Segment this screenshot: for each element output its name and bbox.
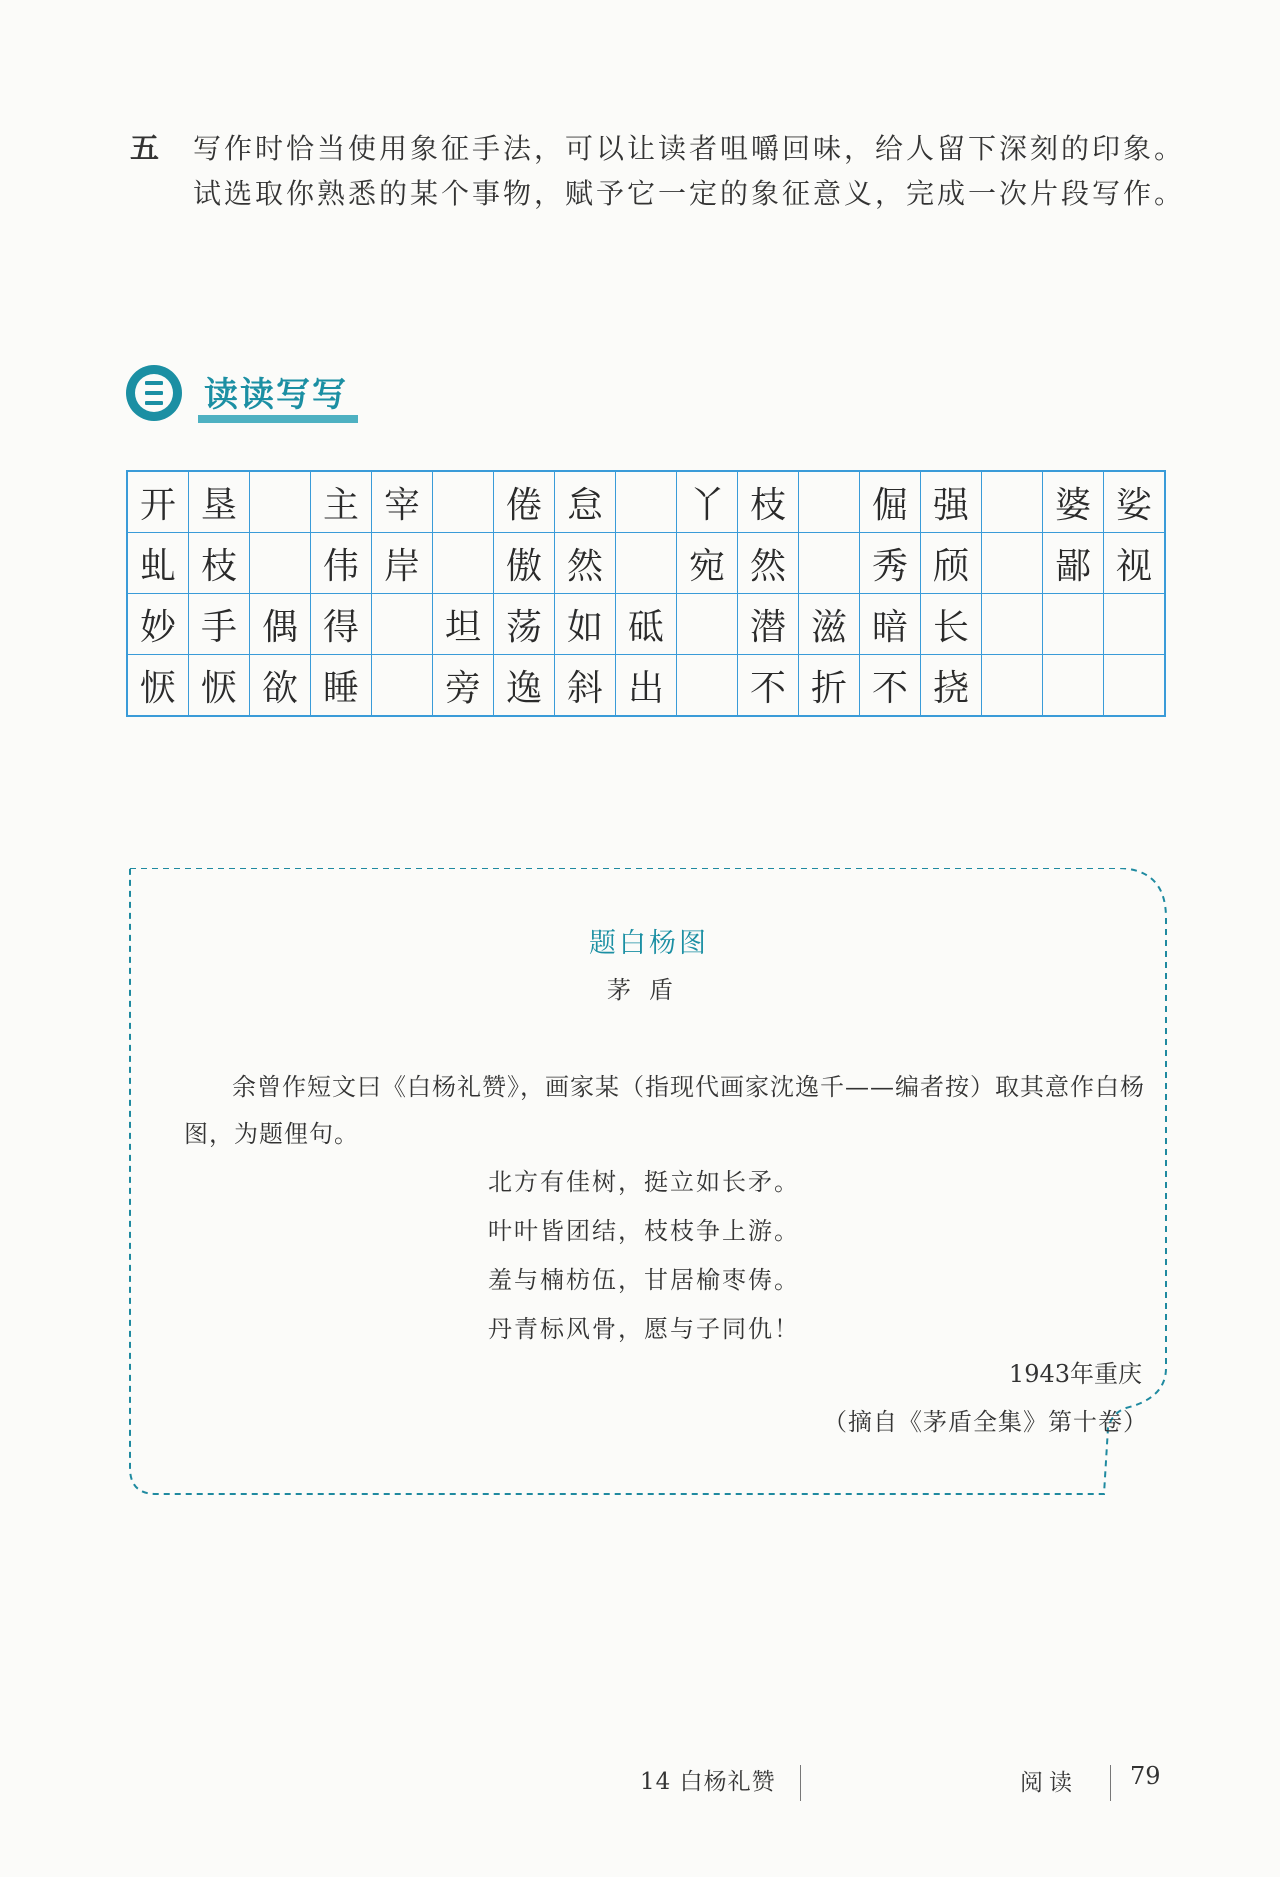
excerpt-title: 题白杨图 xyxy=(589,928,709,959)
excerpt-box xyxy=(126,868,1172,1518)
grid-cell: 潜 xyxy=(738,594,799,655)
grid-cell: 强 xyxy=(921,471,982,533)
grid-cell: 妙 xyxy=(127,594,189,655)
grid-cell xyxy=(616,471,677,533)
grid-cell: 滋 xyxy=(799,594,860,655)
grid-cell: 倔 xyxy=(860,471,921,533)
grid-cell xyxy=(1043,594,1104,655)
grid-cell xyxy=(433,471,494,533)
grid-row xyxy=(127,594,1165,655)
grid-cell xyxy=(372,594,433,655)
grid-cell xyxy=(1043,655,1104,717)
poem-line: 叶叶皆团结，枝枝争上游。 xyxy=(488,1217,800,1245)
footer-divider xyxy=(1110,1765,1111,1801)
grid-cell: 枝 xyxy=(738,471,799,533)
grid-cell: 逸 xyxy=(494,655,555,717)
grid-cell xyxy=(1104,594,1166,655)
section-header xyxy=(126,365,366,429)
vocabulary-grid xyxy=(126,470,1166,717)
poem xyxy=(488,1158,800,1354)
grid-cell: 枝 xyxy=(189,533,250,594)
grid-cell: 折 xyxy=(799,655,860,717)
grid-cell: 长 xyxy=(921,594,982,655)
grid-cell xyxy=(677,594,738,655)
grid-row xyxy=(127,471,1165,533)
grid-cell: 手 xyxy=(189,594,250,655)
excerpt-body: 余曾作短文曰《白杨礼赞》，画家某（指现代画家沈逸千——编者按）取其意作白杨图，为题俚句。 xyxy=(184,1073,1145,1148)
grid-cell: 暗 xyxy=(860,594,921,655)
grid-cell: 荡 xyxy=(494,594,555,655)
section-title-underline xyxy=(198,415,358,423)
grid-cell: 然 xyxy=(738,533,799,594)
grid-cell xyxy=(1104,655,1166,717)
grid-cell: 不 xyxy=(860,655,921,717)
grid-cell: 娑 xyxy=(1104,471,1166,533)
grid-cell: 岸 xyxy=(372,533,433,594)
grid-cell: 斜 xyxy=(555,655,616,717)
poem-line: 丹青标风骨，愿与子同仇！ xyxy=(488,1315,800,1343)
grid-cell: 如 xyxy=(555,594,616,655)
grid-cell xyxy=(799,533,860,594)
excerpt-author: 茅盾 xyxy=(607,976,691,1004)
grid-cell: 旁 xyxy=(433,655,494,717)
grid-cell xyxy=(250,471,311,533)
grid-cell xyxy=(372,655,433,717)
footer-lesson-title: 14 白杨礼赞 xyxy=(640,1769,776,1795)
grid-cell: 傲 xyxy=(494,533,555,594)
grid-cell: 怠 xyxy=(555,471,616,533)
grid-cell: 伟 xyxy=(311,533,372,594)
grid-cell: 宛 xyxy=(677,533,738,594)
grid-cell xyxy=(433,533,494,594)
grid-cell: 宰 xyxy=(372,471,433,533)
grid-cell xyxy=(982,594,1043,655)
grid-cell: 主 xyxy=(311,471,372,533)
grid-cell: 欲 xyxy=(250,655,311,717)
grid-cell: 砥 xyxy=(616,594,677,655)
grid-cell: 偶 xyxy=(250,594,311,655)
grid-cell: 开 xyxy=(127,471,189,533)
grid-cell xyxy=(982,533,1043,594)
grid-cell: 得 xyxy=(311,594,372,655)
grid-cell: 恹 xyxy=(127,655,189,717)
section-three-icon xyxy=(126,365,182,421)
excerpt-source: （摘自《茅盾全集》第十卷） xyxy=(823,1408,1148,1436)
grid-cell xyxy=(250,533,311,594)
exercise-number: 五 xyxy=(130,131,160,165)
footer-section-label: 阅读 xyxy=(1020,1770,1078,1796)
grid-cell: 虬 xyxy=(127,533,189,594)
grid-cell: 不 xyxy=(738,655,799,717)
grid-cell: 睡 xyxy=(311,655,372,717)
grid-cell: 鄙 xyxy=(1043,533,1104,594)
page-number: 79 xyxy=(1130,1762,1161,1790)
grid-cell xyxy=(799,471,860,533)
grid-cell: 垦 xyxy=(189,471,250,533)
grid-cell: 倦 xyxy=(494,471,555,533)
grid-row xyxy=(127,533,1165,594)
grid-cell: 坦 xyxy=(433,594,494,655)
grid-cell xyxy=(616,533,677,594)
grid-cell: 丫 xyxy=(677,471,738,533)
grid-cell xyxy=(982,655,1043,717)
grid-cell: 恹 xyxy=(189,655,250,717)
grid-cell: 秀 xyxy=(860,533,921,594)
footer-divider xyxy=(800,1765,801,1801)
grid-cell: 婆 xyxy=(1043,471,1104,533)
excerpt-date: 1943年重庆 xyxy=(1008,1360,1142,1388)
grid-cell: 然 xyxy=(555,533,616,594)
poem-line: 羞与楠枋伍，甘居榆枣俦。 xyxy=(488,1266,800,1294)
poem-line: 北方有佳树，挺立如长矛。 xyxy=(488,1168,800,1196)
grid-cell xyxy=(677,655,738,717)
exercise-text: 写作时恰当使用象征手法，可以让读者咀嚼回味，给人留下深刻的印象。试选取你熟悉的某个事物，赋予它一定的象征意义，完成一次片段写作。 xyxy=(193,132,1186,210)
section-title: 读读写写 xyxy=(204,375,348,415)
grid-cell xyxy=(982,471,1043,533)
grid-cell: 视 xyxy=(1104,533,1166,594)
grid-cell: 颀 xyxy=(921,533,982,594)
grid-row xyxy=(127,655,1165,717)
grid-cell: 出 xyxy=(616,655,677,717)
grid-cell: 挠 xyxy=(921,655,982,717)
